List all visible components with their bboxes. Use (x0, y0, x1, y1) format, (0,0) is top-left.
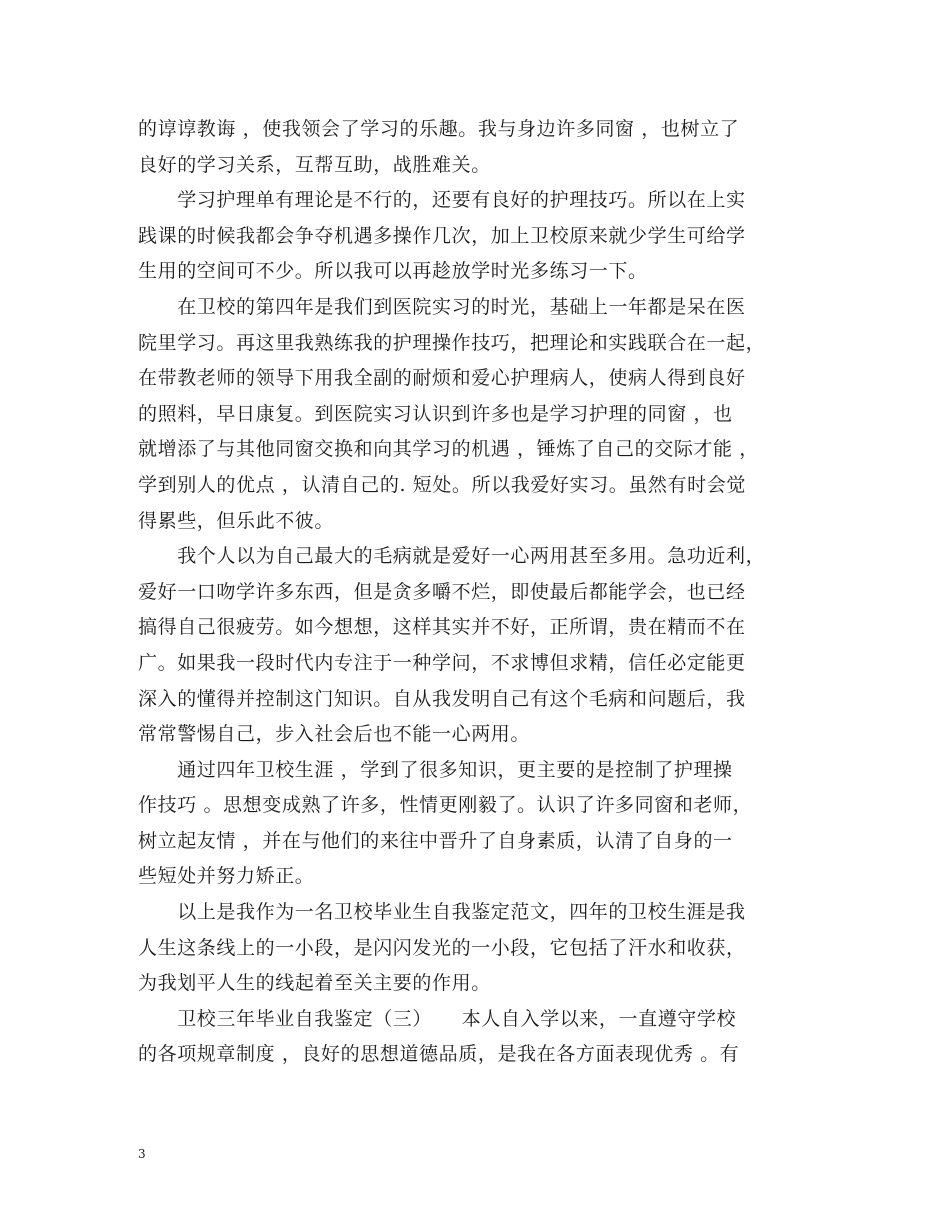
text-line: 搞得自己很疲劳。如今想想，这样其实并不好，正所谓，贵在精而不在 (138, 616, 746, 639)
text-line: 院里学习。再这里我熟练我的护理操作技巧，把理论和实践联合在一起， (138, 331, 766, 354)
text-line: 常常警惕自己，步入社会后也不能一心两用。 (138, 723, 531, 746)
text-line: 通过四年卫校生涯 ，学到了很多知识，更主要的是控制了护理操 (138, 758, 733, 781)
text-line: 就增添了与其他同窗交换和向其学习的机遇 ，锤炼了自己的交际才能 ， (138, 438, 759, 461)
text-line: 作技巧 。思想变成熟了许多，性情更刚毅了。认识了许多同窗和老师， (138, 794, 753, 817)
text-line: 良好的学习关系，互帮互助，战胜难关。 (138, 153, 491, 176)
text-line: 深入的懂得并控制这门知识。自从我发明自己有这个毛病和问题后，我 (138, 687, 746, 710)
text-line: 以上是我作为一名卫校毕业生自我鉴定范文，四年的卫校生涯是我 (138, 901, 746, 924)
text-line: 学到别人的优点 ，认清自己的. 短处。所以我爱好实习。虽然有时会觉 (138, 473, 746, 496)
text-line: 在卫校的第四年是我们到医院实习的时光，基础上一年都是呆在医 (138, 295, 746, 318)
text-line: 的各项规章制度 ，良好的思想道德品质，是我在各方面表现优秀 。有 (138, 1043, 740, 1066)
text-line: 为我划平人生的线起着至关主要的作用。 (138, 972, 491, 995)
text-line: 爱好一口吻学许多东西，但是贪多嚼不烂，即使最后都能学会，也已经 (138, 580, 746, 603)
text-line: 广。如果我一段时代内专注于一种学问，不求博但求精，信任必定能更 (138, 651, 746, 674)
text-line: 我个人以为自己最大的毛病就是爱好一心两用甚至多用。急功近利， (138, 545, 766, 568)
text-line: 人生这条线上的一小段，是闪闪发光的一小段，它包括了汗水和收获， (138, 936, 746, 959)
text-line: 些短处并努力矫正。 (138, 865, 315, 888)
text-line: 的谆谆教诲 ，使我领会了学习的乐趣。我与身边许多同窗 ，也树立了 (138, 118, 740, 140)
text-line: 学习护理单有理论是不行的，还要有良好的护理技巧。所以在上实 (138, 189, 746, 212)
text-line: 生用的空间可不少。所以我可以再趁放学时光多练习一下。 (138, 260, 648, 283)
text-line: 树立起友情 ，并在与他们的来往中晋升了自身素质，认清了自身的一 (138, 829, 733, 852)
text-line: 在带教老师的领导下用我全副的耐烦和爱心护理病人，使病人得到良好 (138, 367, 746, 390)
text-line: 得累些，但乐此不彼。 (138, 509, 335, 532)
page-number: 3 (138, 1147, 146, 1161)
text-line: 卫校三年毕业自我鉴定（三） 本人自入学以来，一直遵守学校 (138, 1007, 737, 1030)
body-text (138, 112, 828, 1073)
text-line: 践课的时候我都会争夺机遇多操作几次，加上卫校原来就少学生可给学 (138, 224, 746, 247)
text-line: 的照料，早日康复。到医院实习认识到许多也是学习护理的同窗 ，也 (138, 402, 733, 425)
